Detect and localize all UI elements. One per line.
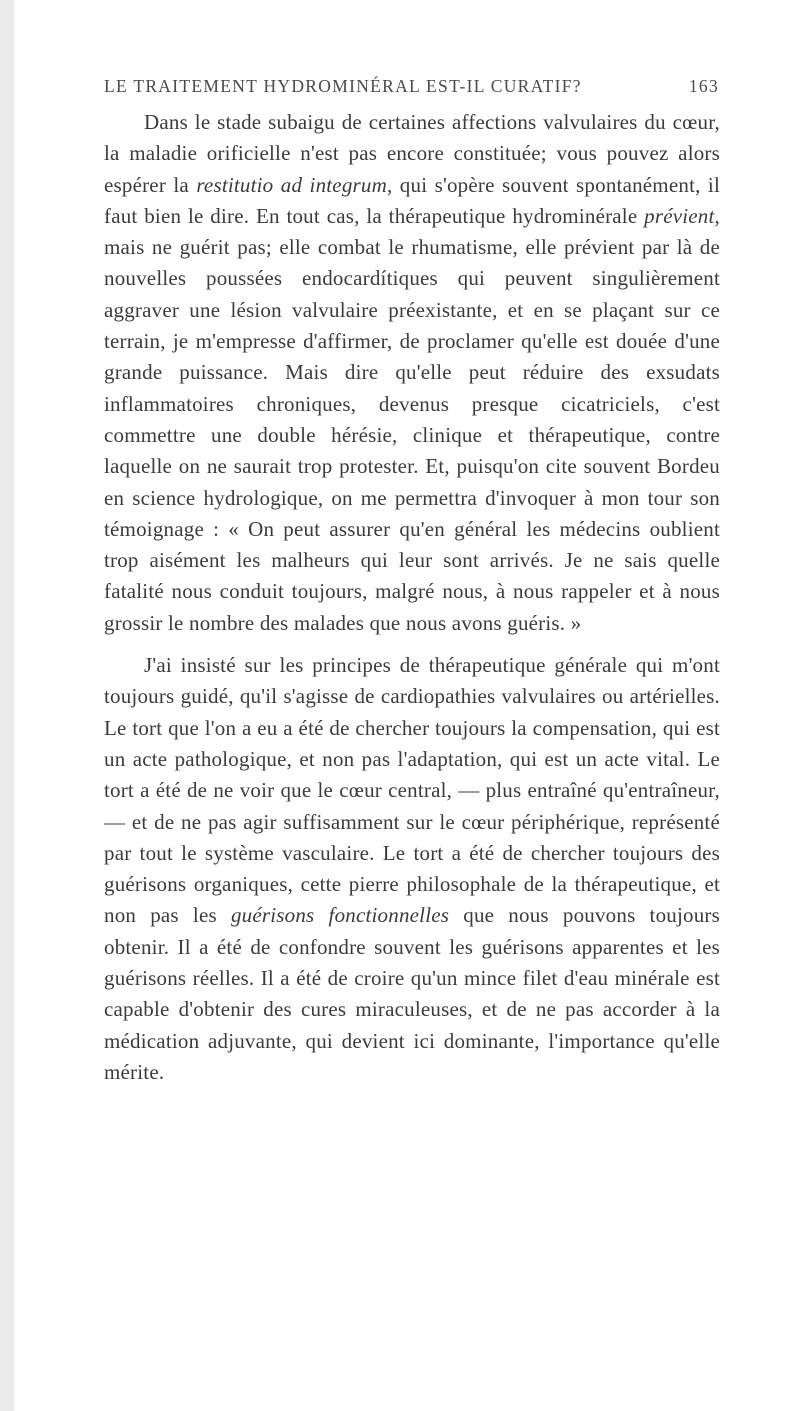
paragraph-1-part-e: , mais ne guérit pas; elle combat le rhumatisme, elle prévient par là de nouvelles poussées endocardítiques qui peuvent singulièrement aggraver une lésion valvulaire préexistante, et en se plaçant sur ce terrain, je m'empresse d'affirmer, de proclamer qu'elle est douée d'une grande puissance. Mais dire qu'elle peut réduire des exsudats inflammatoires chroniques, devenus presque cicatriciels, c'est commettre une double hérésie, clinique et thérapeutique, contre laquelle on ne saurait trop protester. Et, puisqu'on cite souvent Bordeu en science hydrologique, on me permettra d'invoquer à mon tour son témoignage : « On peut assurer qu'en général les médecins oublient trop aisément les malheurs qui leur sont arrivés. Je ne sais quelle fatalité nous conduit toujours, malgré nous, à nous rappeler et à nous grossir le nombre des malades que nous avons guéris. » — [104, 203, 720, 635]
running-header — [104, 76, 719, 102]
latin-phrase: restitutio ad integrum — [196, 172, 387, 197]
paragraph-2-part-a: J'ai insisté sur les principes de thérapeutique générale qui m'ont toujours guidé, qu'il s'agisse de cardiopathies valvulaires ou artérielles. Le tort que l'on a eu a été de chercher toujours la compensation, qui est un acte pathologique, et non pas l'adaptation, qui est un acte vital. Le tort a été de ne voir que le cœur central, — plus entraîné qu'entraîneur, — et de ne pas agir suffisamment sur le cœur périphérique, représenté par tout le système vasculaire. Le tort a été de chercher toujours des guérisons organiques, cette pierre philosophale de la thérapeutique, et non pas les — [104, 653, 720, 928]
running-title: LE TRAITEMENT HYDROMINÉRAL EST-IL CURATIF? — [104, 76, 582, 96]
page-number: 163 — [688, 76, 719, 96]
paragraph-1-part-c: , qui s'opère souvent spontanément, il faut bien le dire. En tout cas, la thérapeutique hydrominérale — [104, 172, 720, 228]
paragraph-2-part-c: que nous pouvons toujours obtenir. Il a été de confondre souvent les guérisons apparentes et les guérisons réelles. Il a été de croire qu'un mince filet d'eau minérale est capable d'obtenir des cures miraculeuses, et de ne pas accorder à la médication adjuvante, qui devient ici dominante, l'importance qu'elle mérite. — [104, 903, 720, 1084]
page-edge-shadow — [0, 0, 14, 1411]
paragraph-2 — [104, 650, 720, 1088]
paragraph-1 — [104, 107, 720, 639]
paragraph-1-part-a: Dans le stade subaigu de certaines affections valvulaires du cœur, la maladie orificielle n'est pas encore constituée; vous pouvez alors espérer la — [104, 110, 720, 197]
emphasis-guerisons-fonctionnelles: guérisons fonctionnelles — [230, 903, 450, 928]
emphasis-previent: prévient — [644, 203, 715, 228]
body-text — [104, 107, 720, 1088]
